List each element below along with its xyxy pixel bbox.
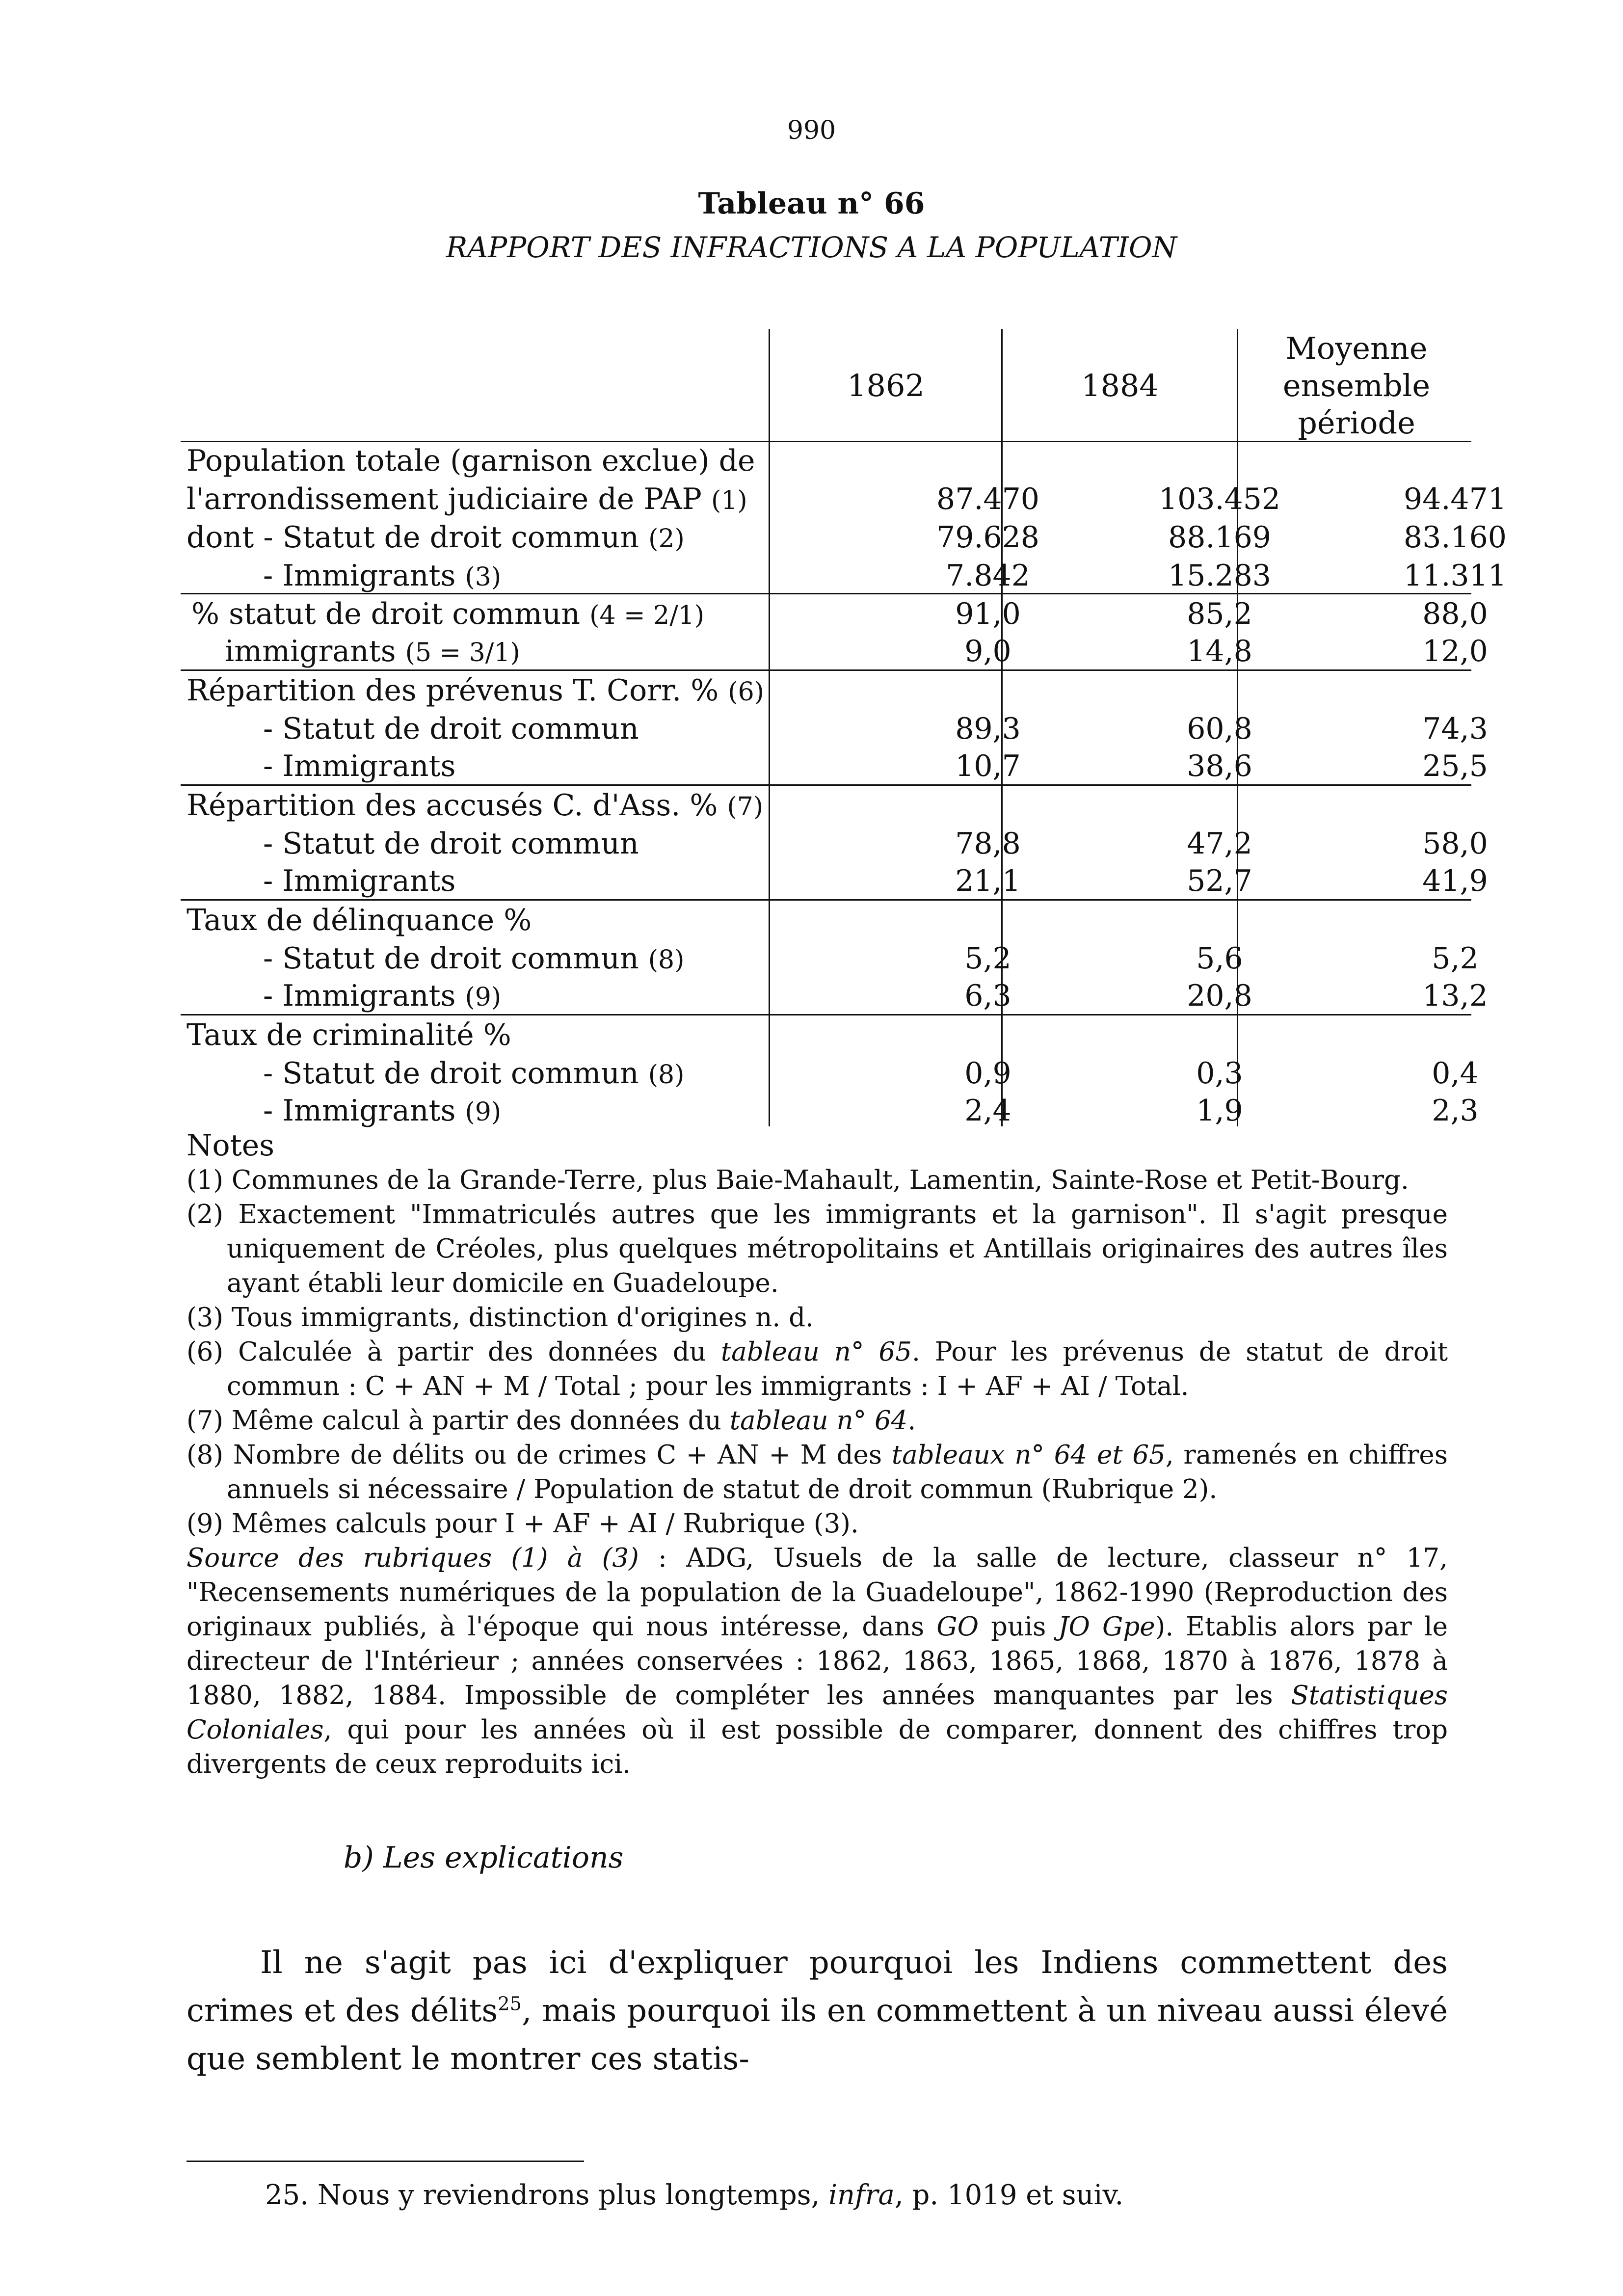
row-label-text: - Immigrants bbox=[263, 979, 456, 1013]
body-paragraph bbox=[186, 1939, 1448, 2083]
row-label-text: immigrants bbox=[225, 634, 396, 668]
table-row bbox=[186, 1016, 1467, 1054]
value-1862: 78,8 bbox=[955, 827, 1021, 861]
note-text: ). Etablis alors par le directeur de l'Intérieur ; années conservées : 1862, 1863, 1865, 1868, 1870 à 1876, 1878 à 1880, 1882, 1884. Impossible de compléter les années manquantes par les bbox=[186, 1612, 1448, 1710]
value-1862: 79.628 bbox=[936, 520, 1039, 555]
row-label-text: - Immigrants bbox=[263, 749, 456, 783]
table-reference: tableau n° 64 bbox=[729, 1406, 908, 1436]
note-text: (6) Calculée à partir des données du bbox=[186, 1337, 721, 1367]
note-1: (1) Communes de la Grande-Terre, plus Baie-Mahault, Lamentin, Sainte-Rose et Petit-Bourg. bbox=[186, 1165, 1409, 1195]
footnote-infra: infra bbox=[828, 2179, 895, 2211]
value-1884: 88.169 bbox=[1168, 520, 1271, 555]
value-moyenne: 58,0 bbox=[1422, 827, 1488, 861]
row-ref: (9) bbox=[465, 983, 502, 1012]
table-row bbox=[186, 480, 1507, 518]
footnote-25 bbox=[265, 2179, 1123, 2211]
value-moyenne: 74,3 bbox=[1422, 712, 1488, 746]
value-moyenne: 13,2 bbox=[1422, 979, 1488, 1013]
value-1884: 60,8 bbox=[1187, 712, 1252, 746]
row-label bbox=[186, 671, 764, 711]
note-text: puis bbox=[979, 1612, 1059, 1642]
value-1862: 10,7 bbox=[955, 749, 1021, 783]
value-1862: 89,3 bbox=[955, 712, 1021, 746]
row-ref: (1) bbox=[711, 486, 747, 515]
table-row bbox=[186, 977, 1488, 1015]
row-label bbox=[263, 825, 639, 863]
value-moyenne: 25,5 bbox=[1422, 749, 1488, 783]
note-9: (9) Mêmes calculs pour I + AF + AI / Rubrique (3). bbox=[186, 1509, 859, 1539]
value-1862: 5,2 bbox=[964, 941, 1011, 976]
row-label bbox=[186, 442, 755, 480]
value-1884: 14,8 bbox=[1187, 634, 1252, 668]
note-2: (2) Exactement "Immatriculés autres que les immigrants et la garnison". Il s'agit presque uniquement de Créoles, plus quelques métropolitains et Antillais originaires des autres îles ayant établi leur domicile en Guadeloupe. bbox=[186, 1200, 1448, 1298]
row-label-text: - Statut de droit commun bbox=[263, 827, 639, 861]
table-row bbox=[186, 442, 1467, 480]
row-ref: (4 = 2/1) bbox=[589, 601, 705, 630]
row-ref: (8) bbox=[648, 945, 685, 975]
note-7 bbox=[186, 1404, 1448, 1438]
value-1862: 2,4 bbox=[964, 1094, 1011, 1128]
value-1862: 0,9 bbox=[964, 1056, 1011, 1091]
row-label bbox=[263, 710, 639, 748]
row-ref: (9) bbox=[465, 1097, 502, 1127]
row-label bbox=[191, 595, 704, 635]
row-label-text: - Immigrants bbox=[263, 864, 456, 898]
row-label bbox=[263, 862, 455, 900]
note-text: , ramenés en chiffres annuels si nécessaire / Population de statut de droit commun (Rubrique 2). bbox=[227, 1440, 1448, 1504]
publication-ref: Statistiques Coloniales bbox=[186, 1681, 1448, 1745]
source-note bbox=[186, 1541, 1448, 1782]
table-row bbox=[186, 595, 1488, 633]
row-label bbox=[263, 939, 684, 979]
row-label bbox=[186, 1016, 511, 1054]
publication-ref: JO Gpe bbox=[1058, 1612, 1155, 1642]
row-label-text: dont - Statut de droit commun bbox=[186, 520, 639, 555]
row-label-text: Taux de criminalité % bbox=[186, 1018, 511, 1052]
value-moyenne: 11.311 bbox=[1404, 559, 1507, 593]
note-text: : ADG, Usuels de la salle de lecture, classeur n° 17, "Recensements numériques de la population de la Guadeloupe", 1862-1990 (Reproduction des originaux publiés, à l'époque qui nous intéresse, dans bbox=[186, 1543, 1448, 1642]
table-row bbox=[186, 557, 1507, 595]
value-moyenne: 0,4 bbox=[1432, 1056, 1479, 1091]
column-header-1884: 1884 bbox=[1081, 368, 1159, 403]
value-1884: 20,8 bbox=[1187, 979, 1252, 1013]
table-row bbox=[186, 825, 1488, 863]
note-text: . bbox=[907, 1406, 916, 1436]
footnote-text: , p. 1019 et suiv. bbox=[894, 2179, 1124, 2211]
table-reference: tableau n° 65 bbox=[720, 1337, 912, 1367]
row-label-text: l'arrondissement judiciaire de PAP bbox=[186, 482, 702, 516]
value-moyenne: 12,0 bbox=[1422, 634, 1488, 668]
source-label: Source des rubriques (1) à (3) bbox=[186, 1543, 639, 1573]
row-label bbox=[263, 747, 455, 785]
row-label-text: Répartition des accusés C. d'Ass. % bbox=[186, 788, 718, 823]
table-row bbox=[186, 632, 1488, 670]
value-1862: 6,3 bbox=[964, 979, 1011, 1013]
row-ref: (6) bbox=[728, 677, 764, 707]
row-label-text: % statut de droit commun bbox=[191, 597, 581, 631]
row-label bbox=[263, 1092, 501, 1131]
table-row bbox=[186, 710, 1488, 748]
notes-heading: Notes bbox=[186, 1128, 275, 1163]
value-moyenne: 83.160 bbox=[1404, 520, 1507, 555]
value-1884: 1,9 bbox=[1196, 1094, 1243, 1128]
paragraph-text: , mais pourquoi ils en commettent à un niveau aussi élevé que semblent le montrer ces statis- bbox=[186, 1993, 1448, 2077]
row-label bbox=[186, 480, 747, 520]
value-moyenne: 94.471 bbox=[1404, 482, 1507, 516]
table-row bbox=[186, 901, 1467, 939]
value-moyenne: 2,3 bbox=[1432, 1094, 1479, 1128]
row-ref: (7) bbox=[727, 792, 764, 822]
table-subtitle: RAPPORT DES INFRACTIONS A LA POPULATION bbox=[446, 231, 1177, 264]
value-1884: 52,7 bbox=[1187, 864, 1252, 898]
row-label-text: - Statut de droit commun bbox=[263, 1056, 639, 1091]
row-ref: (5 = 3/1) bbox=[405, 638, 520, 667]
row-label bbox=[263, 1054, 684, 1094]
note-text: (7) Même calcul à partir des données du bbox=[186, 1406, 730, 1436]
footnote-text: 25. Nous y reviendrons plus longtemps, bbox=[265, 2179, 829, 2211]
table-row bbox=[186, 747, 1488, 785]
column-header-line: Moyenne bbox=[1285, 330, 1428, 366]
table-row bbox=[186, 786, 1467, 825]
publication-ref: GO bbox=[936, 1612, 979, 1642]
row-label bbox=[186, 786, 763, 826]
value-1884: 47,2 bbox=[1187, 827, 1252, 861]
row-label bbox=[225, 632, 520, 672]
note-text: (8) Nombre de délits ou de crimes C + AN + M des bbox=[186, 1440, 892, 1470]
value-1862: 9,0 bbox=[964, 634, 1011, 668]
row-label bbox=[263, 977, 501, 1016]
table-notes bbox=[186, 1128, 1448, 1782]
row-label-text: Population totale (garnison exclue) de bbox=[186, 444, 755, 478]
table-reference: tableaux n° 64 et 65 bbox=[891, 1440, 1166, 1470]
footnote-mark[interactable]: 25 bbox=[498, 1993, 522, 2015]
note-text: . Pour les prévenus de statut de droit commun : C + AN + M / Total ; pour les immigrants : I + AF + AI / Total. bbox=[227, 1337, 1448, 1401]
column-header-moyenne bbox=[1244, 330, 1469, 442]
row-label-text: - Statut de droit commun bbox=[263, 712, 639, 746]
note-6 bbox=[186, 1335, 1448, 1404]
table-row bbox=[186, 671, 1467, 710]
value-1884: 103.452 bbox=[1158, 482, 1281, 516]
column-header-line: période bbox=[1298, 405, 1415, 441]
row-label-text: - Immigrants bbox=[263, 559, 456, 593]
value-moyenne: 5,2 bbox=[1432, 941, 1479, 976]
value-1884: 85,2 bbox=[1187, 597, 1252, 631]
note-3: (3) Tous immigrants, distinction d'origines n. d. bbox=[186, 1303, 814, 1333]
table-row bbox=[186, 1054, 1479, 1093]
table-row bbox=[186, 862, 1488, 900]
row-label bbox=[186, 518, 685, 558]
table-row bbox=[186, 1092, 1479, 1130]
paragraph-text: Il ne s'agit pas ici d'expliquer pourquoi les Indiens commettent des crimes et des délits bbox=[186, 1945, 1448, 2029]
value-1884: 0,3 bbox=[1196, 1056, 1243, 1091]
note-text: , qui pour les années où il est possible de comparer, donnent des chiffres trop divergents de ceux reproduits ici. bbox=[186, 1715, 1448, 1779]
value-moyenne: 88,0 bbox=[1422, 597, 1488, 631]
row-ref: (3) bbox=[465, 562, 502, 592]
row-label-text: Taux de délinquance % bbox=[186, 903, 532, 937]
value-1862: 21,1 bbox=[955, 864, 1021, 898]
value-1862: 87.470 bbox=[936, 482, 1039, 516]
row-ref: (2) bbox=[648, 524, 685, 554]
value-1884: 15.283 bbox=[1168, 559, 1271, 593]
row-label bbox=[186, 901, 532, 939]
value-1884: 38,6 bbox=[1187, 749, 1252, 783]
row-ref: (8) bbox=[648, 1060, 685, 1090]
value-1884: 5,6 bbox=[1196, 941, 1243, 976]
column-header-line: ensemble bbox=[1282, 368, 1431, 403]
row-label-text: Répartition des prévenus T. Corr. % bbox=[186, 673, 719, 708]
value-moyenne: 41,9 bbox=[1422, 864, 1488, 898]
table-row bbox=[186, 518, 1507, 557]
row-label-text: - Immigrants bbox=[263, 1094, 456, 1128]
table-title: Tableau n° 66 bbox=[698, 187, 925, 221]
value-1862: 91,0 bbox=[955, 597, 1021, 631]
footnote-rule bbox=[186, 2161, 584, 2162]
table-row bbox=[186, 939, 1479, 978]
note-8 bbox=[186, 1438, 1448, 1507]
section-heading: b) Les explications bbox=[344, 1841, 624, 1875]
page-number: 990 bbox=[787, 116, 836, 145]
column-header-1862: 1862 bbox=[847, 368, 925, 403]
row-label bbox=[263, 557, 501, 596]
value-1862: 7.842 bbox=[946, 559, 1030, 593]
row-label-text: - Statut de droit commun bbox=[263, 941, 639, 976]
